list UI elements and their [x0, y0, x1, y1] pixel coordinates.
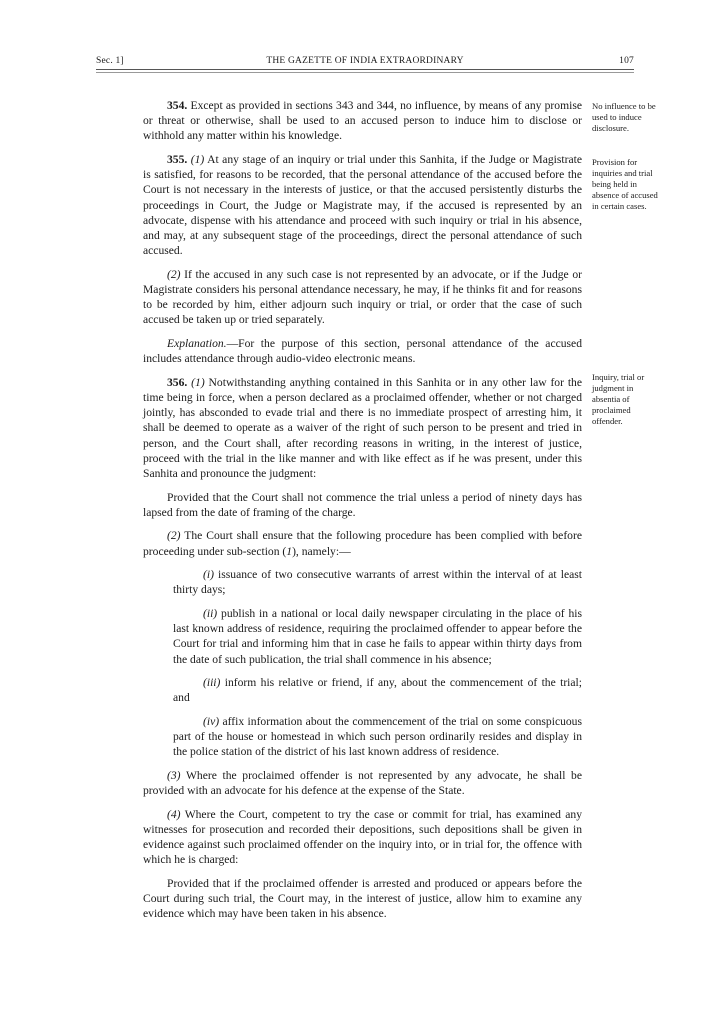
clause-i — [173, 567, 582, 597]
section-text: At any stage of an inquiry or trial under this Sanhita, if the Judge or Magistrate is satisfied, for reasons to be recorded, that the personal attendance of the accused before the Court is not necessary in the interests of justice, or that the accused persistently disturbs the proceedings in Court, the Judge or Magistrate may, if the accused is represented by an advocate, dispense with his attendance and proceed with such inquiry or trial in his absence, and may, at any subsequent stage of the proceedings, direct the personal attendance of such accused. — [143, 153, 582, 258]
section-356-3 — [143, 768, 582, 798]
section-text: If the accused in any such case is not represented by an advocate, or if the Judge or Magistrate considers his personal attendance necessary, he may, if he thinks fit and for reasons to be recorded by him, either adjourn such inquiry or trial, or order that the case of such accused be taken up or tried separately. — [143, 267, 582, 327]
section-label: Sec. 1] — [96, 56, 124, 66]
subsection-reference: 1 — [286, 544, 293, 558]
clause-text: issuance of two consecutive warrants of arrest within the interval of at least thirty days; — [173, 568, 582, 597]
margin-note-354: No influence to be used to induce disclosure. — [592, 101, 656, 133]
subsection-marker: (2) — [167, 529, 181, 543]
section-356-1 — [143, 375, 582, 481]
section-text: Where the Court, competent to try the case or commit for trial, has examined any witnesses for prosecution and recorded their depositions, such depositions shall be given in evidence against such proclaimed offender on the inquiry into, or in trial for, the offence with which he is charged: — [143, 807, 582, 867]
clause-iii — [173, 675, 582, 705]
page-header — [96, 56, 634, 70]
section-354 — [143, 98, 582, 144]
margin-note-355: Provision for inquiries and trial being held in absence of accused in certain cases. — [592, 157, 658, 211]
subsection-marker: (4) — [167, 807, 181, 821]
clause-marker: (iii) — [203, 676, 221, 690]
subsection-marker: (1) — [191, 375, 205, 389]
section-355-explanation — [143, 336, 582, 366]
section-text: The Court shall ensure that the following procedure has been complied with before proceeding under sub-section ( — [143, 529, 582, 558]
section-356-proviso-2: Provided that if the proclaimed offender is arrested and produced or appears before the Court during such trial, the Court may, in the interest of justice, allow him to examine any evidence which may have been taken in his absence. — [143, 877, 582, 921]
section-number: 354. — [167, 99, 188, 112]
subsection-marker: (1) — [190, 153, 205, 166]
margin-note-356: Inquiry, trial or judgment in absentia of proclaimed offender. — [592, 372, 645, 426]
section-355-2 — [143, 267, 582, 328]
clause-iv — [173, 714, 582, 760]
page-number: 107 — [619, 56, 634, 66]
section-356-proviso-1: Provided that the Court shall not commence the trial unless a period of ninety days has lapsed from the date of framing of the charge. — [143, 490, 582, 519]
clause-marker: (iv) — [203, 715, 220, 729]
section-text: Except as provided in sections 343 and 344, no influence, by means of any promise or threat or otherwise, shall be used to an accused person to induce him to disclose or withhold any matter within his knowledge. — [143, 99, 582, 143]
clause-ii — [173, 606, 582, 667]
subsection-marker: (3) — [167, 769, 181, 783]
section-text: ), namely:— — [292, 544, 351, 558]
section-text: Where the proclaimed offender is not represented by any advocate, he shall be provided with an advocate for his defence at the expense of the State. — [143, 769, 582, 798]
document-body — [143, 98, 582, 930]
section-356-4 — [143, 807, 582, 868]
clause-marker: (i) — [203, 568, 214, 582]
gazette-title: THE GAZETTE OF INDIA EXTRAORDINARY — [266, 56, 464, 66]
header-rule — [96, 69, 634, 73]
clause-marker: (ii) — [203, 607, 218, 621]
section-number: 356. — [167, 375, 188, 389]
section-356-2 — [143, 528, 582, 558]
clause-text: inform his relative or friend, if any, about the commencement of the trial; and — [173, 676, 582, 705]
section-number: 355. — [167, 153, 188, 166]
section-355-1 — [143, 152, 582, 258]
explanation-text: —For the purpose of this section, personal attendance of the accused includes attendance through audio-video electronic means. — [143, 337, 582, 366]
subsection-marker: (2) — [167, 267, 181, 281]
clause-text: publish in a national or local daily newspaper circulating in the place of his last known address of residence, requiring the proclaimed offender to appear before the Court for trial and informing him that in case he fails to appear within thirty days from the date of such publication, the trial shall commence in his absence; — [173, 607, 582, 666]
explanation-label: Explanation. — [167, 337, 227, 351]
section-text: Notwithstanding anything contained in this Sanhita or in any other law for the time being in force, when a person declared as a proclaimed offender, whether or not charged jointly, has absconded to evade trial and there is no immediate prospect of arresting him, it shall be deemed to operate as a waiver of the right of such person to be present and tried in person, and the Court shall, after recording reasons in writing, in the interest of justice, proceed with the trial in the like manner and with like effect as if he was present, under this Sanhita and pronounce the judgment: — [143, 375, 582, 481]
clause-text: affix information about the commencement of the trial on some conspicuous part of the house or homestead in which such person ordinarily resides and display in the police station of the district of his last known address of residence. — [173, 715, 582, 759]
